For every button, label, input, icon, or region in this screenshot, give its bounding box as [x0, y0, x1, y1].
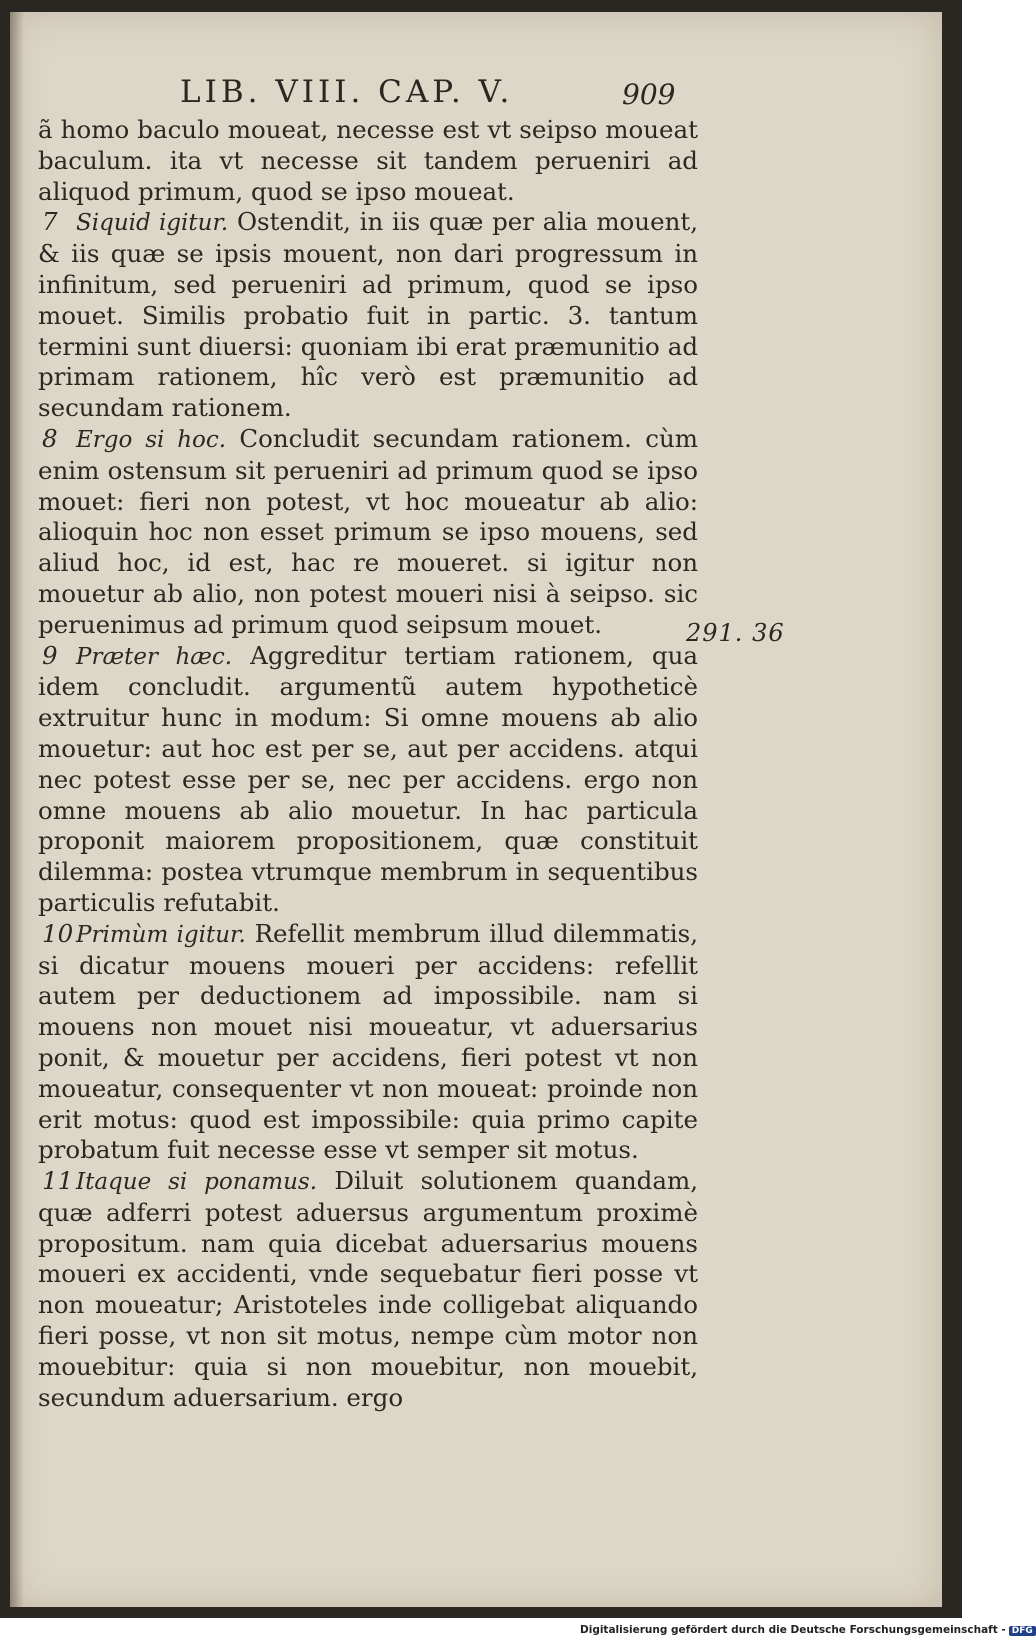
paragraph-text: ã homo baculo moueat, necesse est vt seipso moueat baculum. ita vt necesse sit tandem perueniri ad aliquod primum, quod se ipso moueat. [38, 115, 698, 206]
paragraph-number: 10 [42, 918, 74, 948]
digitization-credit [580, 1624, 1033, 1636]
lemma: Itaque si ponamus. [76, 1169, 318, 1196]
paragraph-11 [38, 1166, 698, 1413]
paragraph-number: 11 [42, 1166, 74, 1196]
paragraph-9 [38, 641, 698, 919]
lemma: Ergo si hoc. [76, 426, 227, 453]
paragraph-number: 9 [42, 640, 58, 670]
paragraph-number: 7 [42, 207, 58, 237]
paragraph-text: Ostendit, in iis quæ per alia mouent, & iis quæ se ipsis mouent, non dari progressum in infinitum, sed perueniri ad primum, quod se ipso mouet. Similis probatio fuit in partic. 3. tantum termini sunt diuersi: quoniam ibi erat præmunitio ad primam rationem, hîc verò est præmunitio ad secundam rationem. [38, 207, 698, 423]
paragraph-continuation [38, 115, 698, 207]
paragraph-8 [38, 424, 698, 641]
paragraph-text: Refellit membrum illud dilemmatis, si dicatur mouens moueri per accidens: refellit autem per deductionem ad impossibile. nam si mouens non mouet nisi moueatur, vt aduersarius ponit, & mouetur per accidens, fieri potest vt non moueatur, consequenter vt non moueat: proinde non erit motus: quod est impossibile: quia primo capite probatum fuit necesse esse vt semper sit motus. [38, 918, 698, 1165]
paragraph-7 [38, 207, 698, 424]
paragraph-number: 8 [42, 423, 58, 453]
body-text [38, 115, 698, 1413]
book-page [10, 12, 942, 1607]
paragraph-text: Diluit solutionem quandam, quæ adferri potest aduersus argumentum proximè propositum. nam quia dicebat aduersarius mouens moueri ex accidenti, vnde sequebatur fieri posse vt non moueatur; Aristoteles inde colligebat aliquando fieri posse, vt non sit motus, nempe cùm motor non mouebitur: quia si non mouebitur, non mouebit, secundum aduersarium. ergo [38, 1166, 698, 1412]
paragraph-10 [38, 919, 698, 1166]
folio-number: 909 [622, 78, 676, 111]
running-head: LIB. VIII. CAP. V. [180, 74, 514, 110]
lemma: Primùm igitur. [76, 921, 246, 948]
lemma: Præter hæc. [76, 643, 233, 670]
paragraph-text: Aggreditur tertiam rationem, qua idem concludit. argumentũ autem hypotheticè extruitur hunc in modum: Si omne mouens ab alio mouetur: aut hoc est per se, aut per accidens. atqui nec potest esse per se, nec per accidens. ergo non omne mouens ab alio mouetur. In hac particula proponit maiorem propositionem, quæ constituit dilemma: postea vtrumque membrum in sequentibus particulis refutabit. [38, 640, 698, 917]
dfg-logo-icon: DFG [1009, 1626, 1036, 1636]
paragraph-text: Concludit secundam rationem. cùm enim ostensum sit perueniri ad primum quod se ipso mouet: fieri non potest, vt hoc moueatur ab alio: alioquin hoc non esset primum se ipso mouens, sed aliud hoc, id est, hac re moueret. si igitur non mouetur ab alio, non potest moueri nisi à seipso. sic peruenimus ad primum quod seipsum mouet. [38, 423, 698, 639]
lemma: Siquid igitur. [76, 210, 229, 237]
credit-text: Digitalisierung gefördert durch die Deutsche Forschungsgemeinschaft - [580, 1624, 1006, 1636]
margin-reference: 291. 36 [686, 619, 785, 647]
